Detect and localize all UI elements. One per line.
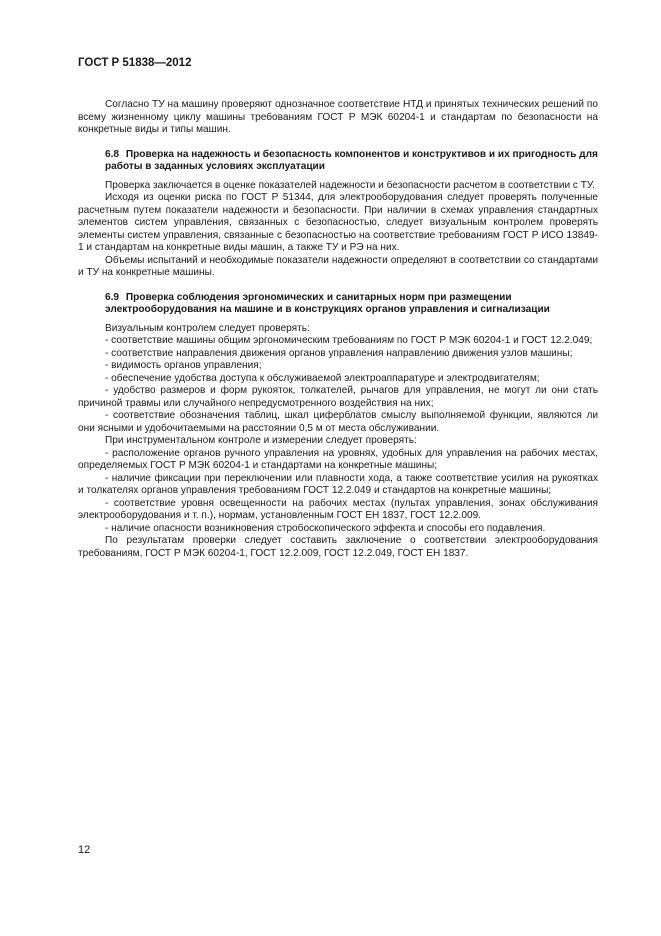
paragraph: Проверка заключается в оценке показателей надежности и безопасности расчетом в соответствии с ТУ. (105, 179, 595, 191)
list-item: - обеспечение удобства доступа к обслуживаемой электроаппаратуре и электродвигателям; (105, 372, 540, 384)
paragraph: Исходя из оценки риска по ГОСТ Р 51344, для электрооборудования следует проверять полученные расчетным путем показатели надежности и безопасности. При наличии в схемах управления стандартных элементов систем управления, связанных с безопасностью, следует визуальным контролем проверять элементы систем управления, связанные с безопасностью на соответствие требованиям ГОСТ Р ИСО 13849-1 и стандартам на конкретные виды машин, а также ТУ и РЭ на них. (78, 192, 598, 253)
list-item: - наличие фиксации при переключении или плавности хода, а также соответствие усилия на рукоятках и толкателях органов управления требованиям ГОСТ 12.2.049 и стандартов на конкретные машины; (78, 472, 598, 496)
page-content (78, 99, 598, 560)
section-6-8-heading (105, 149, 598, 174)
paragraph: По результатам проверки следует составить заключение о соответствии электрооборудования требованиям, ГОСТ Р МЭК 60204-1, ГОСТ 12.2.009, ГОСТ 12.2.049, ГОСТ ЕН 1837. (78, 535, 598, 559)
section-number: 6.9 (105, 291, 120, 303)
list-item: - наличие опасности возникновения стробоскопического эффекта и способы его подавления. (105, 522, 546, 534)
list-item: - соответствие уровня освещенности на рабочих местах (пультах управления, зонах обслуживания электрооборудования и т. п.), нормам, установленным ГОСТ ЕН 1837, ГОСТ 12.2.009. (78, 497, 598, 521)
list-item: - видимость органов управления; (105, 360, 262, 371)
intro-paragraph: Согласно ТУ на машину проверяют однозначное соответствие НТД и принятых технических решений по всему жизненному циклу машины требованиям ГОСТ Р МЭК 60204-1 и стандартам по безопасности на конкретные виды и типы машин. (78, 99, 598, 135)
list-item: - соответствие обозначения таблиц, шкал циферблатов смыслу выполняемой функции, являются ли они ясными и удобочитаемыми на расстоянии 0,5 м от места обслуживании. (78, 410, 598, 434)
list-item: - соответствие направления движения органов управления направлению движения узлов машины; (105, 347, 573, 359)
section-6-9-heading (105, 292, 598, 317)
section-title: Проверка на надежность и безопасность компонентов и конструктивов и их пригодность для работы в заданных условиях эксплуатации (105, 148, 598, 172)
page-number: 12 (78, 844, 91, 856)
paragraph: Визуальным контролем следует проверять: (105, 322, 310, 334)
list-item: - расположение органов ручного управления на уровнях, удобных для управления на рабочих местах, определяемых ГОСТ Р МЭК 60204-1 и стандартами на конкретные машины; (78, 447, 598, 471)
document-header: ГОСТ Р 51838—2012 (78, 57, 192, 69)
paragraph: При инструментальном контроле и измерении следует проверять: (105, 435, 417, 446)
section-title: Проверка соблюдения эргономических и санитарных норм при размещении электрооборудования на машине и в конструкциях органов управления и сигнализации (105, 291, 550, 315)
list-item: - соответствие машины общим эргономическим требованиям по ГОСТ Р МЭК 60204-1 и ГОСТ 12.2.049; (105, 335, 593, 346)
paragraph: Объемы испытаний и необходимые показатели надежности определяют в соответствии со стандартами и ТУ на конкретные машины. (78, 254, 598, 278)
section-number: 6.8 (105, 148, 120, 160)
list-item: - удобство размеров и форм рукояток, толкателей, рычагов для управления, не могут ли они стать причиной травмы или случайного непредусмотренного воздействия на них; (78, 385, 598, 409)
